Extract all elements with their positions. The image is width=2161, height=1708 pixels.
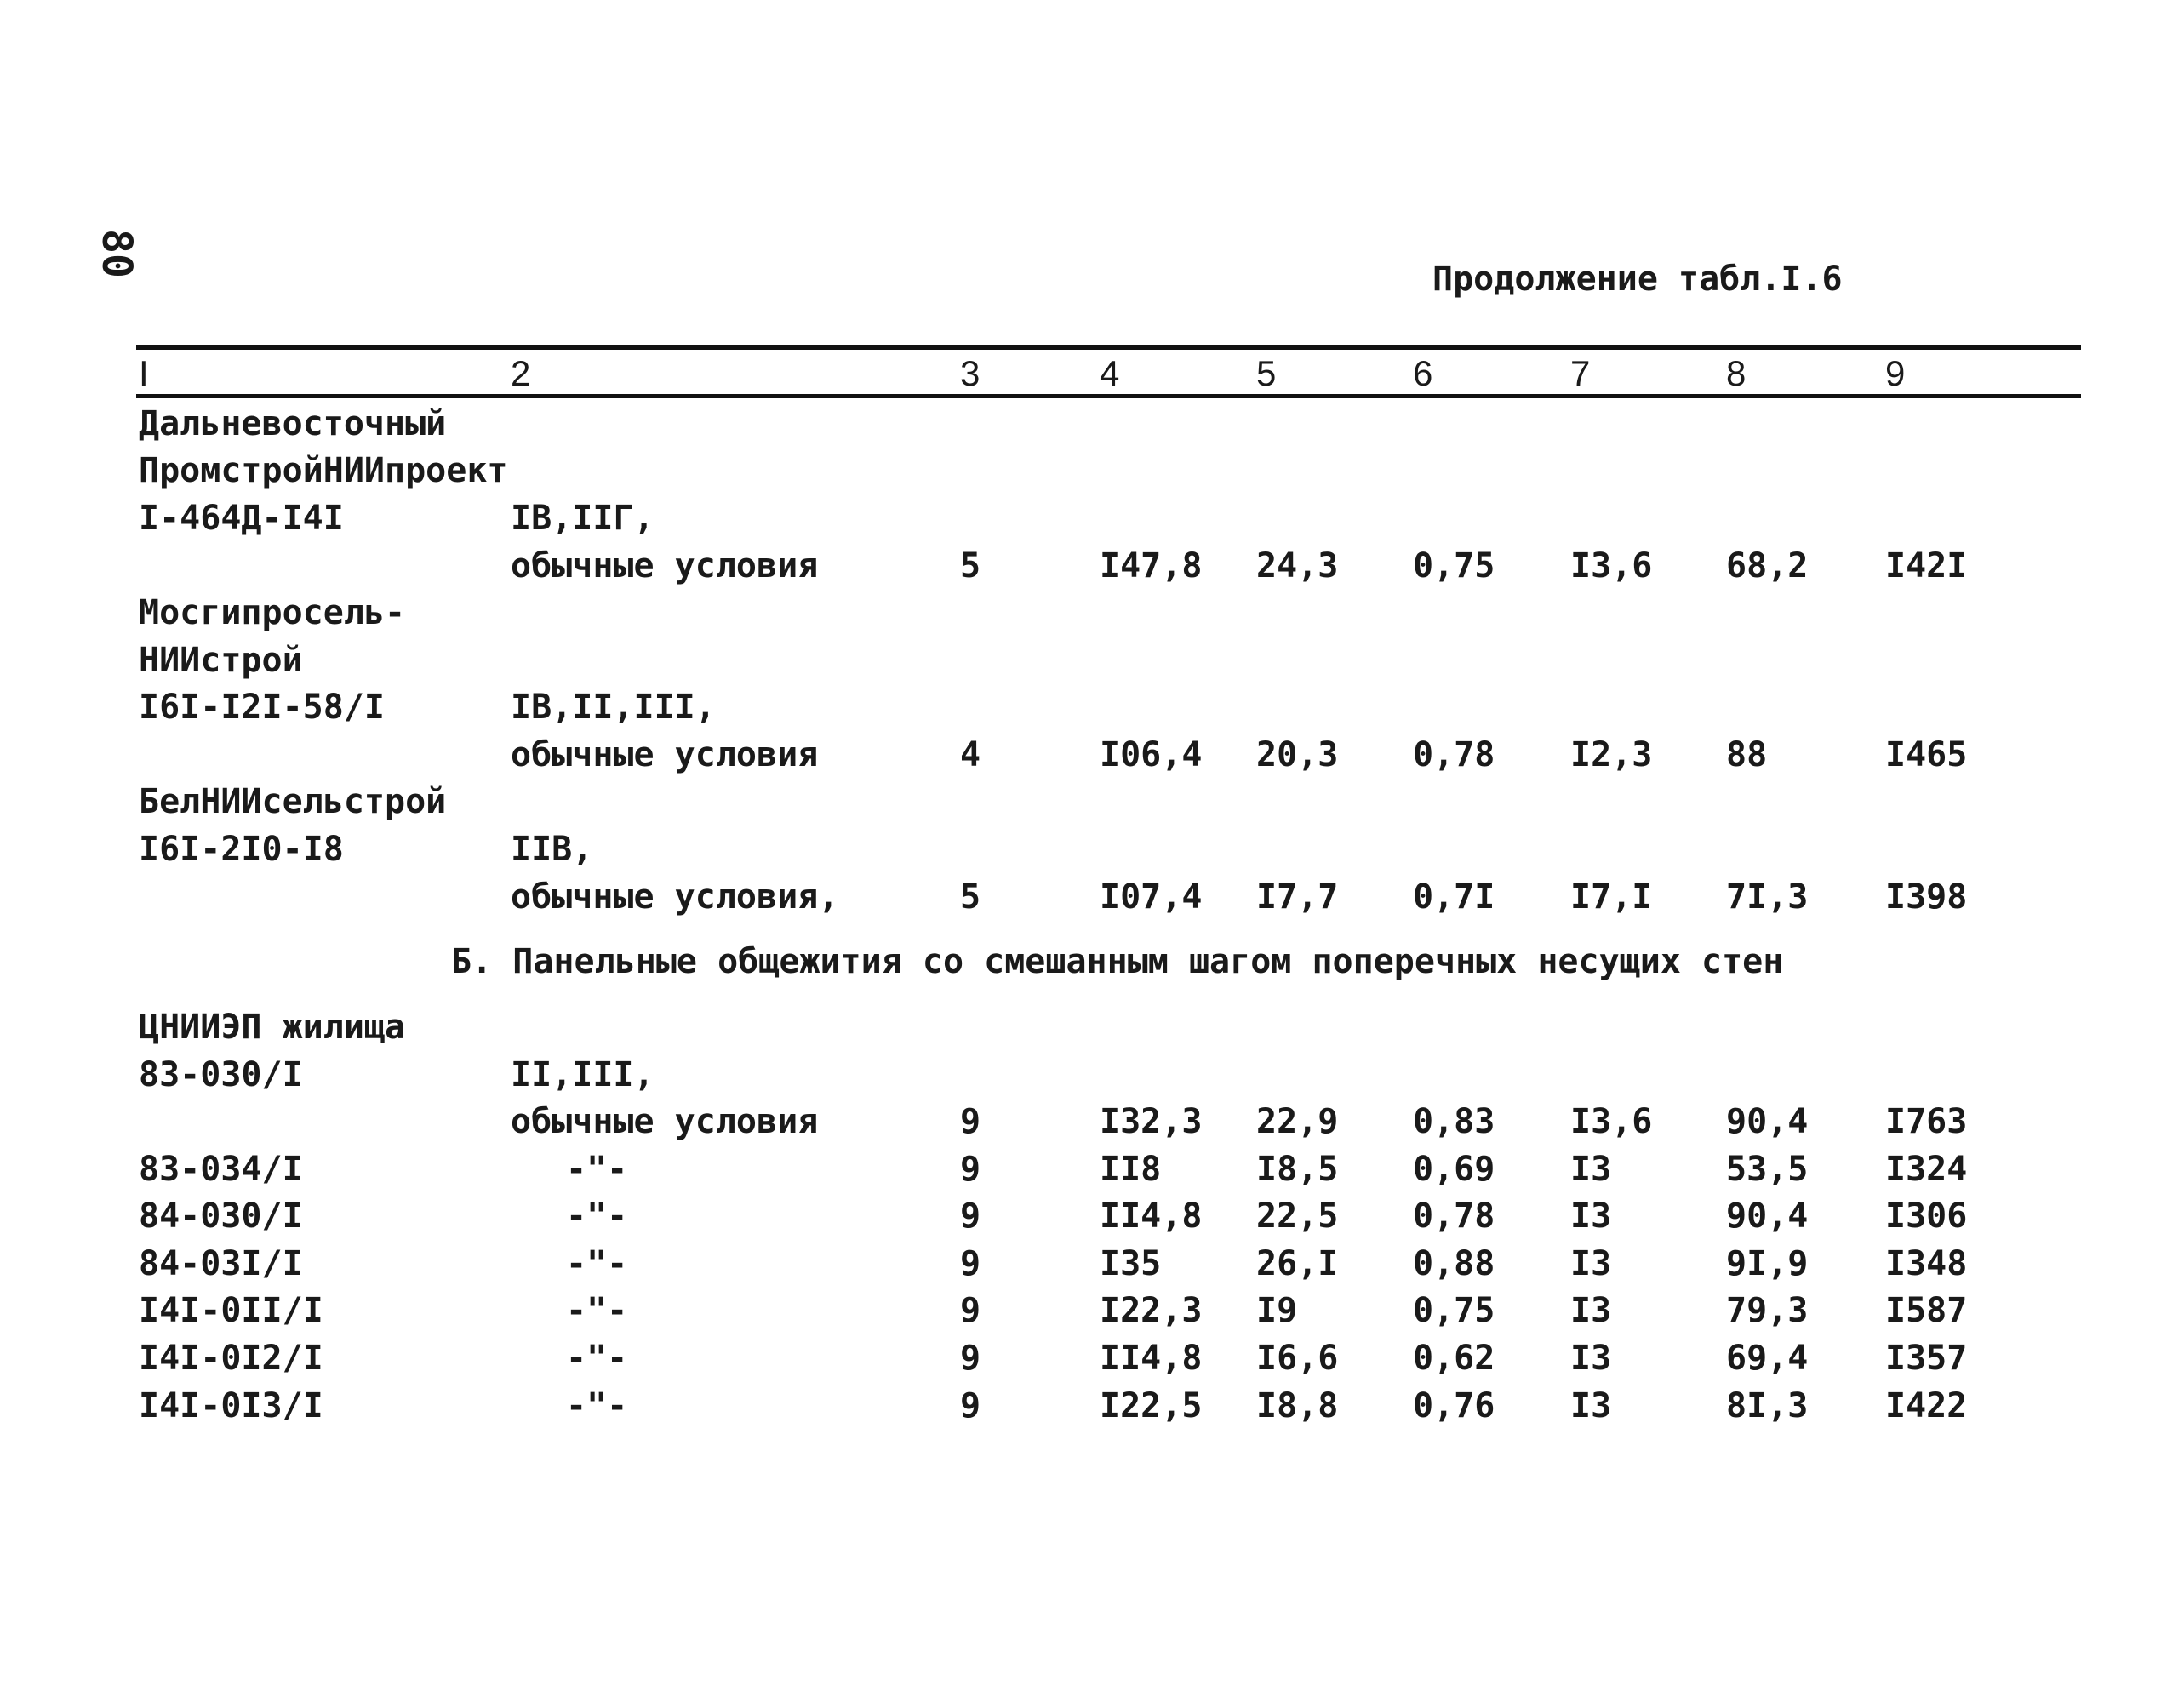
conditions: обычные условия	[511, 735, 819, 774]
table-top-rule	[136, 345, 2081, 350]
ditto-mark: -"-	[566, 1291, 628, 1330]
cell-col-6: 0,62	[1413, 1339, 1495, 1378]
project-code: I-464Д-I4I	[139, 499, 344, 538]
cell-col-3: 9	[960, 1102, 981, 1141]
project-code: 84-030/I	[139, 1197, 303, 1236]
cell-col-5: 26,I	[1256, 1244, 1339, 1283]
project-code: 83-034/I	[139, 1150, 303, 1189]
cell-col-9: I324	[1885, 1150, 1968, 1189]
conditions: обычные условия	[511, 546, 819, 586]
cell-col-6: 0,76	[1413, 1386, 1495, 1425]
cell-col-7: I3,6	[1570, 1102, 1653, 1141]
cell-col-5: 22,5	[1256, 1197, 1339, 1236]
cell-col-6: 0,7I	[1413, 877, 1495, 917]
cell-col-8: 90,4	[1726, 1197, 1809, 1236]
cell-col-9: I42I	[1885, 546, 1968, 586]
cell-col-9: I348	[1885, 1244, 1968, 1283]
cell-col-7: I3	[1570, 1291, 1612, 1330]
cell-col-3: 5	[960, 877, 981, 917]
cell-col-7: I2,3	[1570, 735, 1653, 774]
ditto-mark: -"-	[566, 1150, 628, 1189]
cell-col-7: I7,I	[1570, 877, 1653, 917]
cell-col-5: I8,5	[1256, 1150, 1339, 1189]
col-header-4: 4	[1100, 353, 1120, 393]
cell-col-4: I47,8	[1100, 546, 1203, 586]
col-header-3: 3	[960, 353, 980, 393]
cell-col-4: II4,8	[1100, 1197, 1203, 1236]
climate-zone: IВ,II,III,	[511, 688, 716, 727]
cell-col-6: 0,69	[1413, 1150, 1495, 1189]
cell-col-7: I3	[1570, 1339, 1612, 1378]
cell-col-6: 0,88	[1413, 1244, 1495, 1283]
cell-col-3: 9	[960, 1291, 981, 1330]
cell-col-3: 5	[960, 546, 981, 586]
cell-col-7: I3	[1570, 1197, 1612, 1236]
cell-col-4: I35	[1100, 1244, 1162, 1283]
organization-line: Мосгипросель-	[139, 593, 406, 632]
cell-col-9: I465	[1885, 735, 1968, 774]
project-code: I4I-0II/I	[139, 1291, 323, 1330]
page-number: 80	[92, 229, 140, 278]
cell-col-5: I6,6	[1256, 1339, 1339, 1378]
climate-zone: II,III,	[511, 1055, 655, 1094]
project-code: I4I-0I3/I	[139, 1386, 323, 1425]
cell-col-5: I9	[1256, 1291, 1298, 1330]
cell-col-4: I06,4	[1100, 735, 1203, 774]
organization-line: Дальневосточный	[139, 404, 447, 443]
cell-col-8: 68,2	[1726, 546, 1809, 586]
cell-col-6: 0,75	[1413, 546, 1495, 586]
cell-col-3: 9	[960, 1339, 981, 1378]
section-heading: Б. Панельные общежития со смешанным шагом поперечных несущих стен	[451, 942, 1784, 981]
cell-col-4: I22,3	[1100, 1291, 1203, 1330]
cell-col-3: 9	[960, 1244, 981, 1283]
cell-col-8: 53,5	[1726, 1150, 1809, 1189]
col-header-7: 7	[1570, 353, 1591, 393]
cell-col-6: 0,75	[1413, 1291, 1495, 1330]
cell-col-7: I3	[1570, 1150, 1612, 1189]
organization-line: БелНИИсельстрой	[139, 782, 447, 821]
cell-col-3: 4	[960, 735, 981, 774]
cell-col-4: I07,4	[1100, 877, 1203, 917]
cell-col-8: 9I,9	[1726, 1244, 1809, 1283]
cell-col-9: I422	[1885, 1386, 1968, 1425]
col-header-6: 6	[1413, 353, 1433, 393]
climate-zone: IВ,IIГ,	[511, 499, 655, 538]
cell-col-8: 69,4	[1726, 1339, 1809, 1378]
cell-col-7: I3	[1570, 1244, 1612, 1283]
ditto-mark: -"-	[566, 1339, 628, 1378]
cell-col-5: I8,8	[1256, 1386, 1339, 1425]
cell-col-3: 9	[960, 1150, 981, 1189]
project-code: I4I-0I2/I	[139, 1339, 323, 1378]
cell-col-8: 79,3	[1726, 1291, 1809, 1330]
cell-col-9: I357	[1885, 1339, 1968, 1378]
cell-col-4: II4,8	[1100, 1339, 1203, 1378]
col-header-1: I	[139, 353, 149, 393]
table-continuation-caption: Продолжение табл.I.6	[1432, 260, 1843, 299]
cell-col-4: II8	[1100, 1150, 1162, 1189]
project-code: 83-030/I	[139, 1055, 303, 1094]
organization-line: ПромстройНИИпроект	[139, 451, 508, 490]
cell-col-7: I3,6	[1570, 546, 1653, 586]
ditto-mark: -"-	[566, 1197, 628, 1236]
organization-line: ЦНИИЭП жилища	[139, 1008, 406, 1047]
cell-col-8: 8I,3	[1726, 1386, 1809, 1425]
cell-col-7: I3	[1570, 1386, 1612, 1425]
cell-col-5: 22,9	[1256, 1102, 1339, 1141]
cell-col-3: 9	[960, 1386, 981, 1425]
cell-col-6: 0,78	[1413, 735, 1495, 774]
organization-line: НИИстрой	[139, 641, 303, 680]
cell-col-9: I306	[1885, 1197, 1968, 1236]
col-header-5: 5	[1256, 353, 1277, 393]
project-code: I6I-2I0-I8	[139, 830, 344, 869]
project-code: I6I-I2I-58/I	[139, 688, 385, 727]
cell-col-3: 9	[960, 1197, 981, 1236]
cell-col-5: 24,3	[1256, 546, 1339, 586]
col-header-9: 9	[1885, 353, 1906, 393]
cell-col-4: I32,3	[1100, 1102, 1203, 1141]
ditto-mark: -"-	[566, 1386, 628, 1425]
climate-zone: IIВ,	[511, 830, 593, 869]
ditto-mark: -"-	[566, 1244, 628, 1283]
cell-col-8: 88	[1726, 735, 1768, 774]
conditions: обычные условия,	[511, 877, 839, 917]
cell-col-5: I7,7	[1256, 877, 1339, 917]
cell-col-9: I763	[1885, 1102, 1968, 1141]
col-header-8: 8	[1726, 353, 1747, 393]
cell-col-6: 0,78	[1413, 1197, 1495, 1236]
cell-col-4: I22,5	[1100, 1386, 1203, 1425]
cell-col-8: 7I,3	[1726, 877, 1809, 917]
cell-col-9: I587	[1885, 1291, 1968, 1330]
cell-col-5: 20,3	[1256, 735, 1339, 774]
cell-col-6: 0,83	[1413, 1102, 1495, 1141]
cell-col-9: I398	[1885, 877, 1968, 917]
col-header-2: 2	[511, 353, 531, 393]
conditions: обычные условия	[511, 1102, 819, 1141]
project-code: 84-03I/I	[139, 1244, 303, 1283]
table-header-rule	[136, 394, 2081, 398]
cell-col-8: 90,4	[1726, 1102, 1809, 1141]
